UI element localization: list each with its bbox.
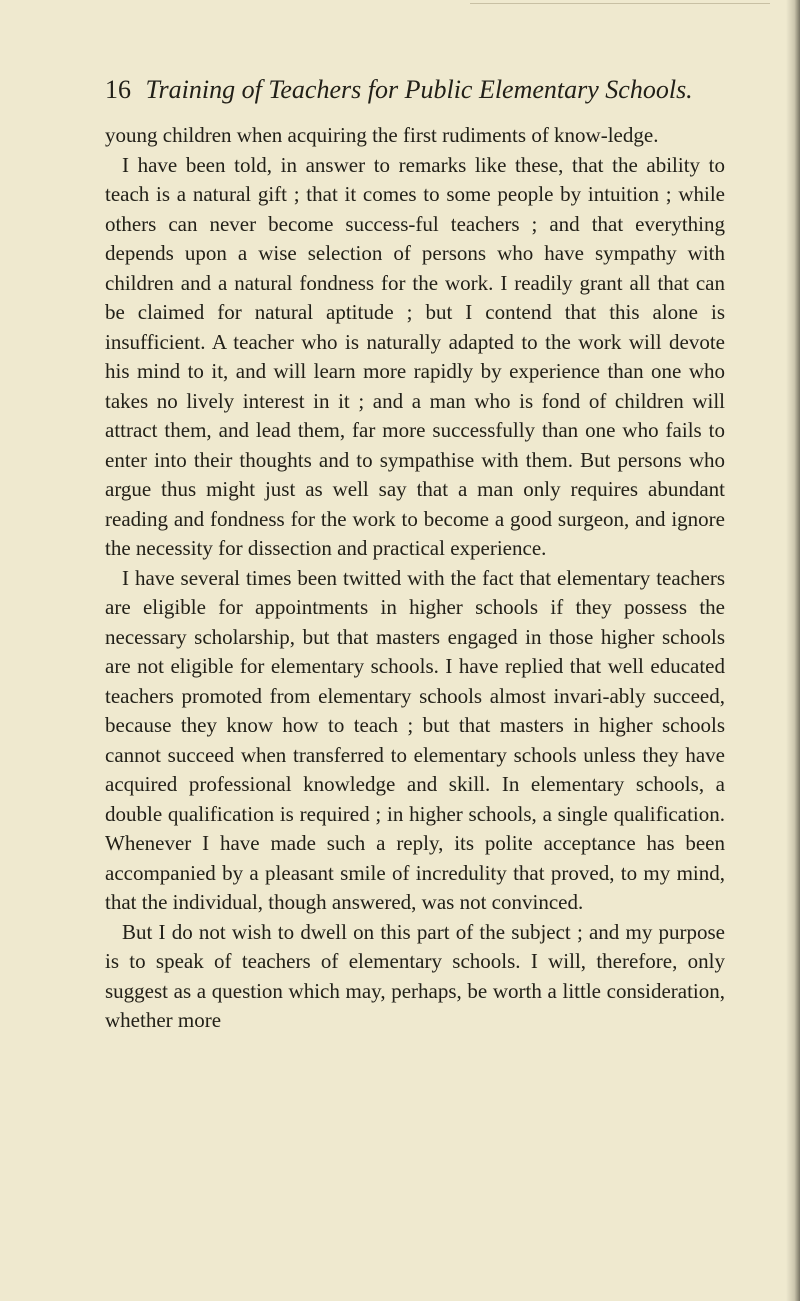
page-edge-shadow: [786, 0, 800, 1301]
paragraph-3: I have several times been twitted with the fact that elementary teachers are eligible for appointments in higher schools if they possess the necessary scholarship, but that masters engaged in those higher schools are not eligible for elementary schools. I have replied that well educated teachers promoted from elementary schools almost invari-ably succeed, because they know how to teach ; but that masters in higher schools cannot succeed when transferred to elementary schools unless they have acquired professional knowledge and skill. In elementary schools, a double qualification is required ; in higher schools, a single qualification. Whenever I have made such a reply, its polite acceptance has been accompanied by a pleasant smile of incredulity that proved, to my mind, that the individual, though answered, was not convinced.: [105, 565, 725, 914]
paragraph-1: young children when acquiring the first rudiments of know-ledge.: [105, 123, 659, 147]
top-rule: [470, 3, 770, 4]
paragraph-4: But I do not wish to dwell on this part of the subject ; and my purpose is to speak of teachers of elementary schools. I will, therefore, only suggest as a question which may, perhaps, be worth a little consideration, whether more: [105, 919, 725, 1032]
page-number: 16: [105, 75, 131, 104]
paragraph-2: I have been told, in answer to remarks like these, that the ability to teach is a natural gift ; that it comes to some people by intuition ; while others can never become success-ful teachers ; and that everything depends upon a wise selection of persons who have sympathy with children and a natural fondness for the work. I readily grant all that can be claimed for natural aptitude ; but I contend that this alone is insufficient. A teacher who is naturally adapted to the work will devote his mind to it, and will learn more rapidly by experience than one who takes no lively interest in it ; and a man who is fond of children will attract them, and lead them, far more successfully than one who fails to enter into their thoughts and to sympathise with them. But persons who argue thus might just as well say that a man only requires abundant reading and fondness for the work to become a good surgeon, and ignore the necessity for dissection and practical experience.: [105, 152, 725, 560]
body-text: [105, 121, 725, 1036]
running-head: [105, 72, 725, 108]
running-title: Training of Teachers for Public Elementary Schools.: [145, 75, 693, 104]
